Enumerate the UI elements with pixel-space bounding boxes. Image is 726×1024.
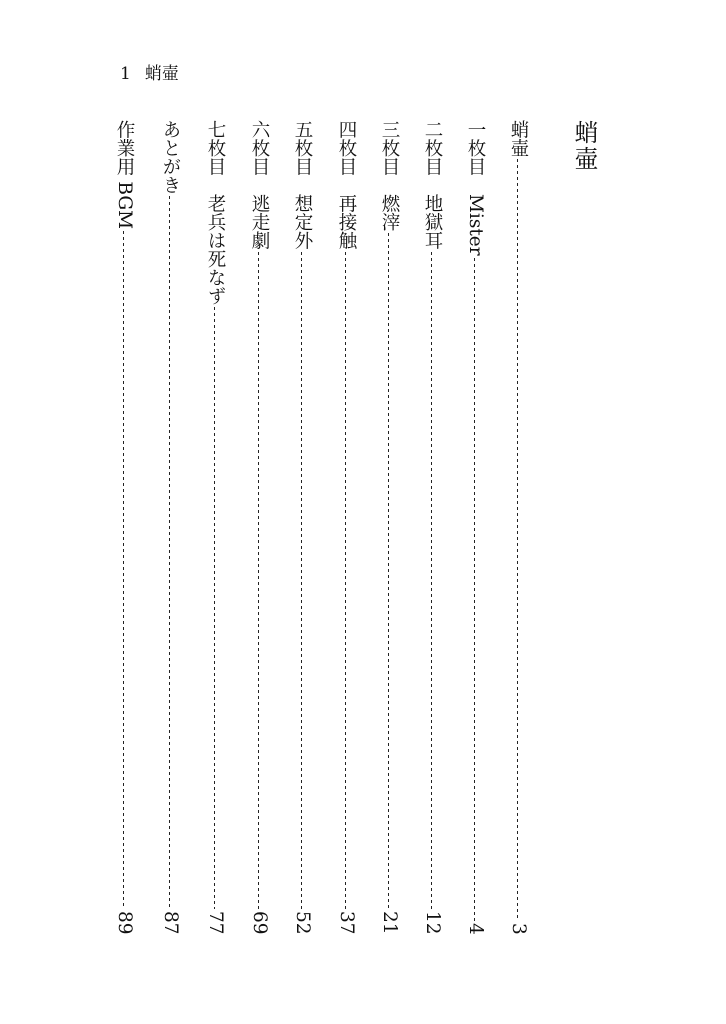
toc-entry[interactable]: [156, 120, 184, 935]
toc-entry-title: 四枚目 再接触: [336, 120, 357, 250]
toc-entry[interactable]: [288, 120, 316, 935]
dot-leader: [461, 258, 489, 922]
toc-entry[interactable]: [461, 120, 489, 935]
toc-entry-title: 一枚目 Mister: [465, 120, 486, 256]
toc-entry-page: 12: [422, 911, 443, 935]
dot-leader: [504, 159, 532, 921]
dot-leader: [418, 252, 446, 910]
toc-entry-page: 52: [292, 911, 313, 935]
toc-entry[interactable]: [110, 120, 138, 935]
dot-leader: [332, 252, 360, 910]
dot-leader: [288, 252, 316, 910]
toc-entry-page: 21: [379, 911, 400, 935]
dot-leader: [156, 196, 184, 909]
toc-entry-page: 89: [114, 911, 135, 935]
page-number: 1: [120, 64, 131, 84]
toc-entry[interactable]: [504, 120, 532, 935]
toc-entry-page: 4: [465, 923, 486, 935]
toc-entry-page: 69: [249, 911, 270, 935]
toc-entry[interactable]: [418, 120, 446, 935]
toc-title: 蛸壷: [570, 120, 598, 172]
dot-leader: [201, 307, 229, 909]
toc-entry-title: あとがき: [160, 120, 181, 194]
running-head-title: 蛸壷: [144, 64, 179, 84]
toc-entry[interactable]: [375, 120, 403, 935]
toc-entry-page: 37: [336, 911, 357, 935]
dot-leader: [245, 252, 273, 910]
dot-leader: [375, 233, 403, 909]
toc-entry-title: 七枚目 老兵は死なず: [205, 120, 226, 305]
toc-entry[interactable]: [245, 120, 273, 935]
toc-entry-title: 二枚目 地獄耳: [422, 120, 443, 250]
toc-entry-page: 87: [160, 911, 181, 935]
toc-entry-page: 3: [508, 923, 529, 935]
toc-entry[interactable]: [332, 120, 360, 935]
toc-entry-title: 三枚目 燃滓: [379, 120, 400, 231]
toc-entry-title: 五枚目 想定外: [292, 120, 313, 250]
dot-leader: [110, 231, 138, 909]
toc-entry[interactable]: [201, 120, 229, 935]
toc-entry-title: 六枚目 逃走劇: [249, 120, 270, 250]
toc-entry-title: 蛸壷: [508, 120, 529, 157]
toc-entry-title: 作業用 BGM: [114, 120, 135, 230]
running-head: [120, 66, 179, 83]
toc-entry-page: 77: [205, 911, 226, 935]
